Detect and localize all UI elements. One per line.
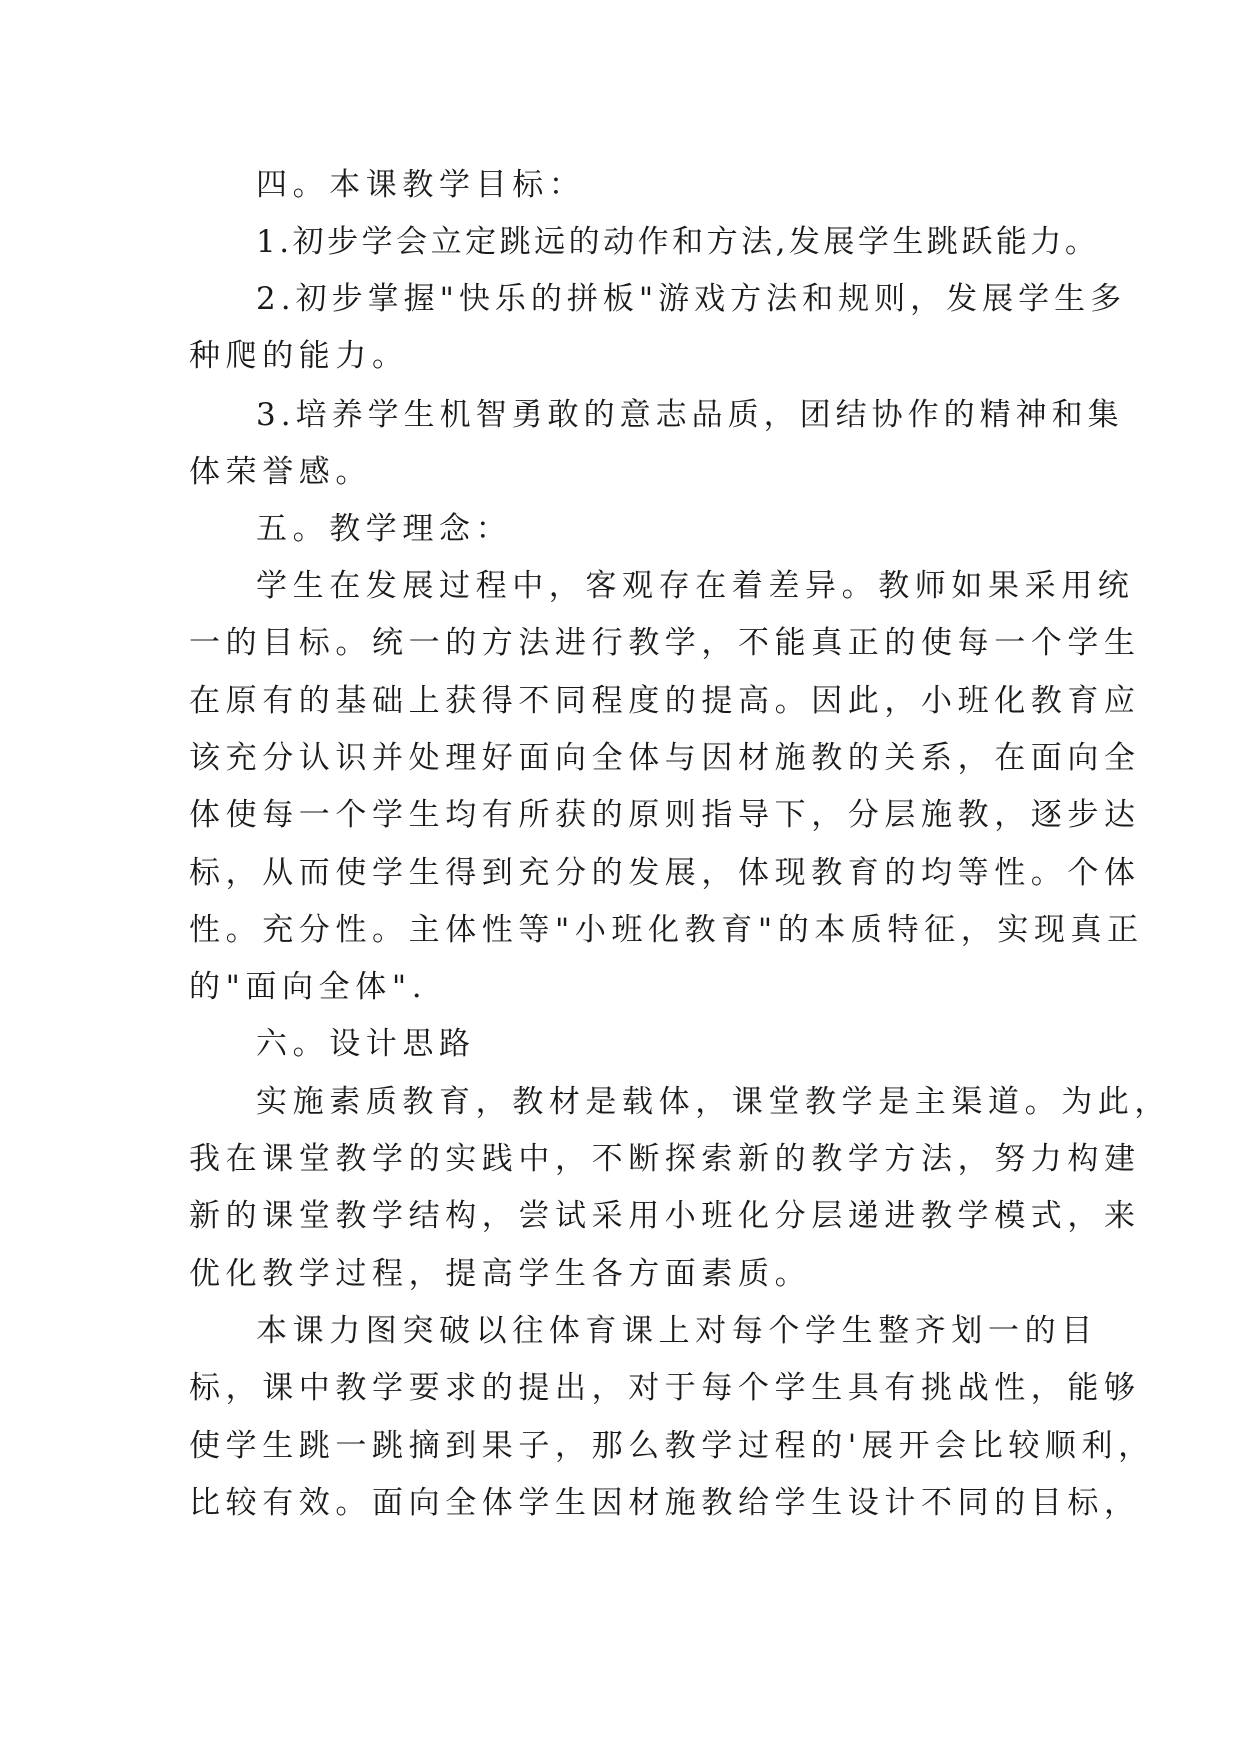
paragraph-line: 的"面向全体". [189,969,428,1005]
paragraph-line: 比较有效。面向全体学生因材施教给学生设计不同的目标， [189,1485,1141,1521]
paragraph-line: 我在课堂教学的实践中，不断探索新的教学方法，努力构建 [189,1141,1141,1177]
paragraph-line: 标，课中教学要求的提出，对于每个学生具有挑战性，能够 [189,1370,1141,1406]
objective-2-cont: 种爬的能力。 [189,338,409,374]
paragraph-line: 新的课堂教学结构，尝试采用小班化分层递进教学模式，来 [189,1198,1141,1234]
objective-3: 3.培养学生机智勇敢的意志品质，团结协作的精神和集 [256,397,1124,433]
section-4-heading: 四。本课教学目标： [256,167,586,203]
paragraph-line: 优化教学过程，提高学生各方面素质。 [189,1256,812,1292]
objective-1: 1.初步学会立定跳远的动作和方法,发展学生跳跃能力。 [256,224,1100,260]
section-6-heading: 六。设计思路 [256,1026,476,1062]
paragraph-line: 一的目标。统一的方法进行教学，不能真正的使每一个学生 [189,625,1141,661]
paragraph-line: 使学生跳一跳摘到果子，那么教学过程的'展开会比较顺利， [189,1428,1155,1464]
paragraph-line: 标，从而使学生得到充分的发展，体现教育的均等性。个体 [189,855,1141,891]
paragraph-line: 实施素质教育，教材是载体，课堂教学是主渠道。为此， [256,1084,1171,1120]
paragraph-line: 本课力图突破以往体育课上对每个学生整齐划一的目 [256,1313,1098,1349]
paragraph-line: 该充分认识并处理好面向全体与因材施教的关系，在面向全 [189,740,1141,776]
paragraph-line: 性。充分性。主体性等"小班化教育"的本质特征，实现真正 [189,912,1144,948]
objective-3-cont: 体荣誉感。 [189,454,372,490]
paragraph-line: 学生在发展过程中，客观存在着差异。教师如果采用统 [256,568,1135,604]
objective-2: 2.初步掌握"快乐的拼板"游戏方法和规则，发展学生多 [256,281,1127,317]
paragraph-line: 在原有的基础上获得不同程度的提高。因此，小班化教育应 [189,683,1141,719]
paragraph-line: 体使每一个学生均有所获的原则指导下，分层施教，逐步达 [189,797,1141,833]
section-5-heading: 五。教学理念： [256,511,513,547]
